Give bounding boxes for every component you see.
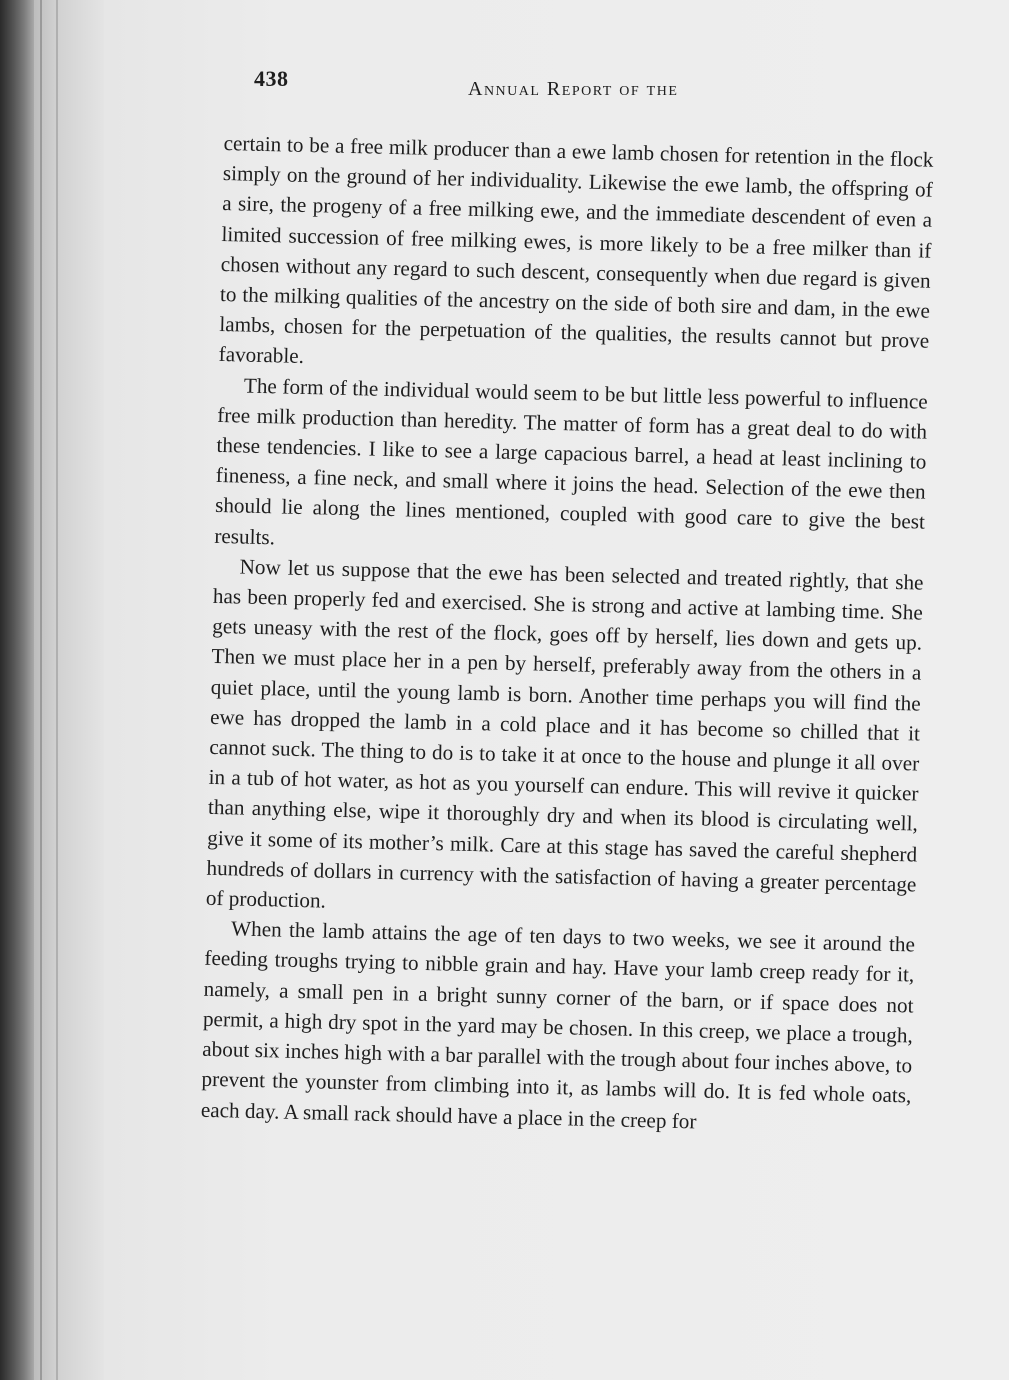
paragraph-2: The form of the individual would seem to be but little less powerful to influence free milk production than heredity. The matter of form has a great deal to do with these tendencies. I like to see a large capacious barrel, a head at least inclining to fineness, a fine neck, and small where it joins the head. Selection of the ewe then should lie along the lines mentioned, coupled with good care to give the best results. <box>214 373 929 549</box>
body-text <box>201 128 934 1141</box>
book-gutter <box>0 0 34 1380</box>
paragraph-4: When the lamb attains the age of ten days to two weeks, we see it around the feeding troughs trying to nibble grain and hay. Have your lamb creep ready for it, namely, a small pen in a bright sunny corner of the barn, or if space does not permit, a high dry spot in the yard may be chosen. In this creep, we place a trough, about six inches high with a bar parallel with the trough about four inches above, to prevent the younster from climbing into it, as lambs will do. It is fed whole oats, each day. A small rack should have a place in the creep for <box>200 916 916 1133</box>
paragraph-3: Now let us suppose that the ewe has been selected and treated rightly, that she has been properly fed and exercised. She is strong and active at lambing time. She gets uneasy with the rest of the flock, goes off by herself, lies down and gets up. Then we must place her in a pen by herself, preferably away from the others in a quiet place, until the young lamb is born. Another time perhaps you will find the ewe has dropped the lamb in a cold place and it has become so chilled that it cannot suck. The thing to do is to take it at once to the house and plunge it all over in a tub of hot water, as hot as you yourself can endure. This will revive it quicker than anything else, wipe it thoroughly dry and when its blood is circulating well, give it some of its mother’s milk. Care at this stage has saved the careful shepherd hundreds of dollars in currency with the satisfaction of having a greater percentage of production. <box>205 554 924 913</box>
running-head: Annual Report of the <box>468 78 679 100</box>
paragraph-1: certain to be a free milk producer than a ewe lamb chosen for retention in the flock simply on the ground of her individuality. Likewise the ewe lamb, the offspring of a sire, the progeny of a free milking ewe, and the immediate descendent of even a limited succession of free milking ewes, is more likely to be a free milker than if chosen without any regard to such descent, consequently when due regard is given to the milking qualities of the ancestry on the side of both sire and dam, in the ewe lambs, chosen for the perpetuation of the qualities, the results cannot but prove favorable. <box>218 130 934 369</box>
page-number: 438 <box>254 66 289 91</box>
page-edge-line <box>56 0 58 1380</box>
page-header <box>254 66 954 106</box>
page-edge-line <box>40 0 42 1380</box>
page-edge-strip <box>34 0 104 1380</box>
